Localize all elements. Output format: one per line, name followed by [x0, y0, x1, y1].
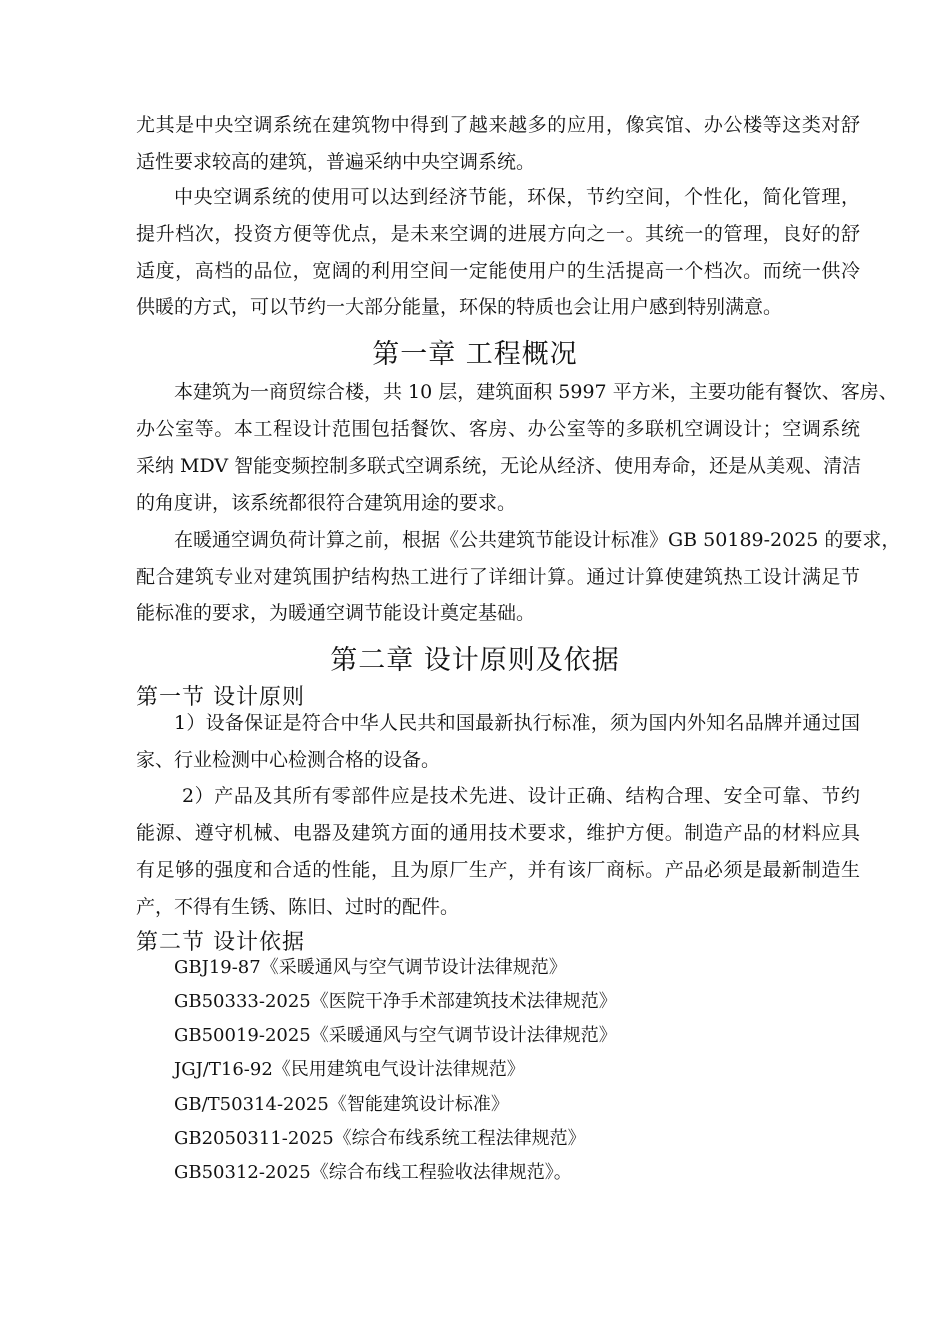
section-1-line: 1）设备保证是符合中华人民共和国最新执行标准，须为国内外知名品牌并通过国	[174, 712, 860, 734]
reference-item: GB2050311-2025《综合布线系统工程法律规范》	[174, 1128, 586, 1149]
reference-item: GB50333-2025《医院干净手术部建筑技术法律规范》	[174, 991, 617, 1012]
intro-line: 供暖的方式，可以节约一大部分能量，环保的特质也会让用户感到特别满意。	[136, 296, 783, 318]
section-1-line: 能源、遵守机械、电器及建筑方面的通用技术要求，维护方便。制造产品的材料应具	[136, 822, 860, 844]
reference-item: GB50312-2025《综合布线工程验收法律规范》。	[174, 1162, 572, 1183]
reference-item: GBJ19-87《采暖通风与空气调节设计法律规范》	[174, 957, 567, 978]
section-1-line: 产，不得有生锈、陈旧、过时的配件。	[136, 896, 460, 918]
intro-line: 适度，高档的品位，宽阔的利用空间一定能使用户的生活提高一个档次。而统一供冷	[136, 260, 860, 282]
chapter-1-line: 在暖通空调负荷计算之前，根据《公共建筑节能设计标准》GB 50189-2025 的要求，	[174, 529, 901, 551]
chapter-2-title: 第二章 设计原则及依据	[330, 645, 620, 676]
reference-item: JGJ/T16-92《民用建筑电气设计法律规范》	[174, 1059, 525, 1080]
chapter-1-line: 采纳 MDV 智能变频控制多联式空调系统，无论从经济、使用寿命，还是从美观、清洁	[136, 455, 862, 477]
intro-line: 尤其是中央空调系统在建筑物中得到了越来越多的应用，像宾馆、办公楼等这类对舒	[136, 114, 860, 136]
chapter-1-line: 配合建筑专业对建筑围护结构热工进行了详细计算。通过计算使建筑热工设计满足节	[136, 566, 860, 588]
chapter-1-line: 办公室等。本工程设计范围包括餐饮、客房、办公室等的多联机空调设计；空调系统	[136, 418, 860, 440]
chapter-1-title: 第一章 工程概况	[372, 339, 578, 370]
chapter-1-line: 的角度讲，该系统都很符合建筑用途的要求。	[136, 492, 517, 514]
section-1-title: 第一节 设计原则	[136, 685, 305, 710]
section-1-line: 2）产品及其所有零部件应是技术先进、设计正确、结构合理、安全可靠、节约	[182, 785, 860, 807]
intro-line: 适性要求较高的建筑，普遍采纳中央空调系统。	[136, 151, 536, 173]
section-2-title: 第二节 设计依据	[136, 930, 305, 955]
chapter-1-line: 本建筑为一商贸综合楼，共 10 层，建筑面积 5997 平方米，主要功能有餐饮、客房、	[174, 381, 898, 403]
intro-line: 中央空调系统的使用可以达到经济节能，环保，节约空间，个性化，简化管理，	[174, 186, 860, 208]
reference-item: GB50019-2025《采暖通风与空气调节设计法律规范》	[174, 1025, 617, 1046]
section-1-line: 有足够的强度和合适的性能，且为原厂生产，并有该厂商标。产品必须是最新制造生	[136, 859, 860, 881]
chapter-1-line: 能标准的要求，为暖通空调节能设计奠定基础。	[136, 602, 536, 624]
reference-item: GB/T50314-2025《智能建筑设计标准》	[174, 1094, 509, 1115]
intro-line: 提升档次，投资方便等优点，是未来空调的进展方向之一。其统一的管理，良好的舒	[136, 223, 860, 245]
section-1-line: 家、行业检测中心检测合格的设备。	[136, 749, 441, 771]
